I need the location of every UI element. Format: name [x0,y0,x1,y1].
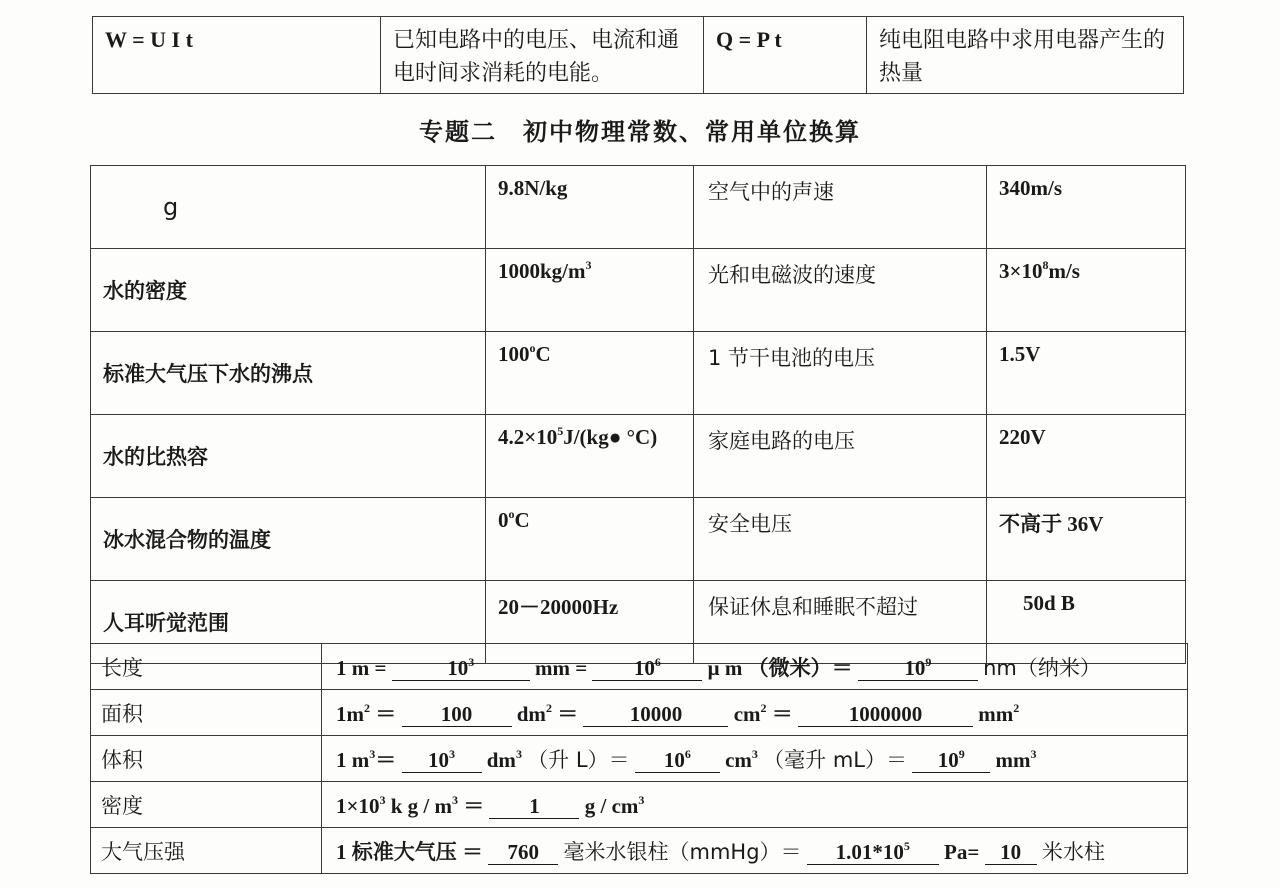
constant-label: g [91,166,486,249]
constant-label: 水的比热容 [91,415,486,498]
table-row [91,736,1188,782]
constant-value: 1.5V [987,332,1186,415]
constant-label: 人耳听觉范围 [91,581,486,664]
constant-value: $3\times 10^8m/s$ [987,249,1186,332]
constant-value: 9.8N/kg [486,166,694,249]
unit-conversion: 1 $m = 10^3$ mm = $10^6$ μ m （微米）＝ $10^9$ nm（纳米） [322,644,1188,690]
constant-value: 340m/s [987,166,1186,249]
constant-label: 冰水混合物的温度 [91,498,486,581]
constant-value: $4.2\times 10^5J/(kg●$ °C) [486,415,694,498]
table-row [91,782,1188,828]
constant-desc: 空气中的声速 [694,166,987,249]
table-row [91,644,1188,690]
unit-conversion: $1\times 10^3$ k $g / m^3 = 1$ g / $cm^3$ [322,782,1188,828]
unit-conversion: $1m^2 = 100$ $dm^2 = 10000$ $cm^2 = 1000000$ $mm^2$ [322,690,1188,736]
unit-label: 体积 [91,736,322,782]
table-row [91,415,1186,498]
formula-desc-cell: 已知电路中的电压、电流和通电时间求消耗的电能。 [381,17,704,94]
constant-desc: 1 节干电池的电压 [694,332,987,415]
constant-desc: 保证休息和睡眠不超过 [694,581,987,664]
constant-label: 水的密度 [91,249,486,332]
constant-value: 不高于 36V [987,498,1186,581]
unit-label: 面积 [91,690,322,736]
table-row [91,332,1186,415]
constant-value: 220V [987,415,1186,498]
formula-cell: W = U I t [93,17,381,94]
constant-desc: 安全电压 [694,498,987,581]
unit-label: 长度 [91,644,322,690]
constant-value: 100$^o$C [486,332,694,415]
unit-label: 密度 [91,782,322,828]
table-row [91,166,1186,249]
table-row [91,498,1186,581]
constant-desc: 光和电磁波的速度 [694,249,987,332]
unit-conversion-table [90,643,1188,874]
unit-conversion: 1 $m^3= 10^3$ $dm^3$ （升 $L)= 10^6$ $cm^3$ （毫升 $mL)= 10^9$ $mm^3$ [322,736,1188,782]
table-row [91,828,1188,874]
constants-table [90,165,1186,664]
table-row [91,249,1186,332]
constant-value: 0$^o$C [486,498,694,581]
unit-label: 大气压强 [91,828,322,874]
constant-value: 20－20000Hz [486,581,694,664]
section-title: 专题二 初中物理常数、常用单位换算 [419,118,861,146]
constant-desc: 家庭电路的电压 [694,415,987,498]
formula-desc-cell: 纯电阻电路中求用电器产生的热量 [867,17,1184,94]
constant-label: 标准大气压下水的沸点 [91,332,486,415]
constant-value: 50d B [987,581,1186,664]
constant-value: $1000kg/m^3$ [486,249,694,332]
formula-table [92,16,1184,94]
table-row [91,690,1188,736]
unit-conversion: 1 标准大气压 ＝ 760 毫米水银柱（mmHg）＝ $1.01*10^5$ Pa= 10 米水柱 [322,828,1188,874]
formula-cell: Q = P t [704,17,867,94]
